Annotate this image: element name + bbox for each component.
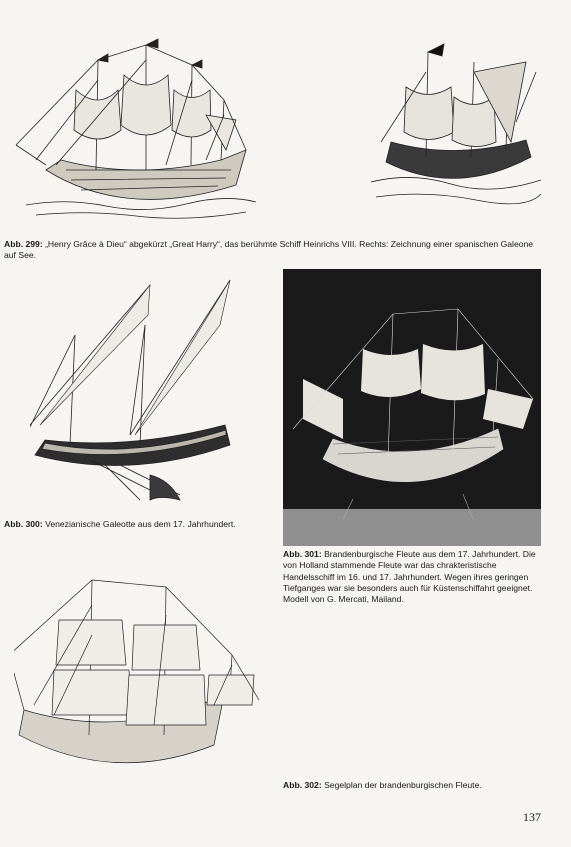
figure-300-caption bbox=[4, 519, 262, 530]
figure-299-text: „Henry Grâce à Dieu“ abgekürzt „Great Harry“, das berühmte Schiff Heinrichs VIII. Rechts: Zeichnung einer spanischen Galeone auf See. bbox=[4, 239, 534, 261]
figure-302-text: Segelplan der brandenburgischen Fleute. bbox=[321, 780, 482, 790]
figure-300-text: Venezianische Galeotte aus dem 17. Jahrhundert. bbox=[42, 519, 236, 529]
fleute-sail-plan-drawing bbox=[14, 575, 264, 780]
venetian-galiot-illustration bbox=[30, 275, 242, 510]
spanish-galleon-illustration bbox=[366, 32, 544, 214]
figure-302-number: Abb. 302: bbox=[283, 780, 322, 790]
figure-299-number: Abb. 299: bbox=[4, 239, 43, 249]
figure-300-number: Abb. 300: bbox=[4, 519, 43, 529]
fleute-model-photo bbox=[283, 269, 541, 546]
figure-301-number: Abb. 301: bbox=[283, 549, 322, 559]
figure-301-caption bbox=[283, 549, 545, 605]
page-number: 137 bbox=[523, 810, 541, 824]
figure-301-credit: Modell von G. Mercati, Mailand. bbox=[283, 594, 404, 605]
figure-302-caption bbox=[283, 780, 545, 791]
great-harry-illustration bbox=[6, 20, 268, 230]
figure-301-text: Brandenburgische Fleute aus dem 17. Jahrhundert. Die von Holland stammende Fleute war das chrakteristische Handelsschiff im 16. und 17. Jahrhundert. Wegen ihres geringen Tiefganges war sie besonders auch für Küstenschiffahrt geeignet. bbox=[283, 549, 536, 593]
figure-299-caption bbox=[4, 239, 544, 262]
